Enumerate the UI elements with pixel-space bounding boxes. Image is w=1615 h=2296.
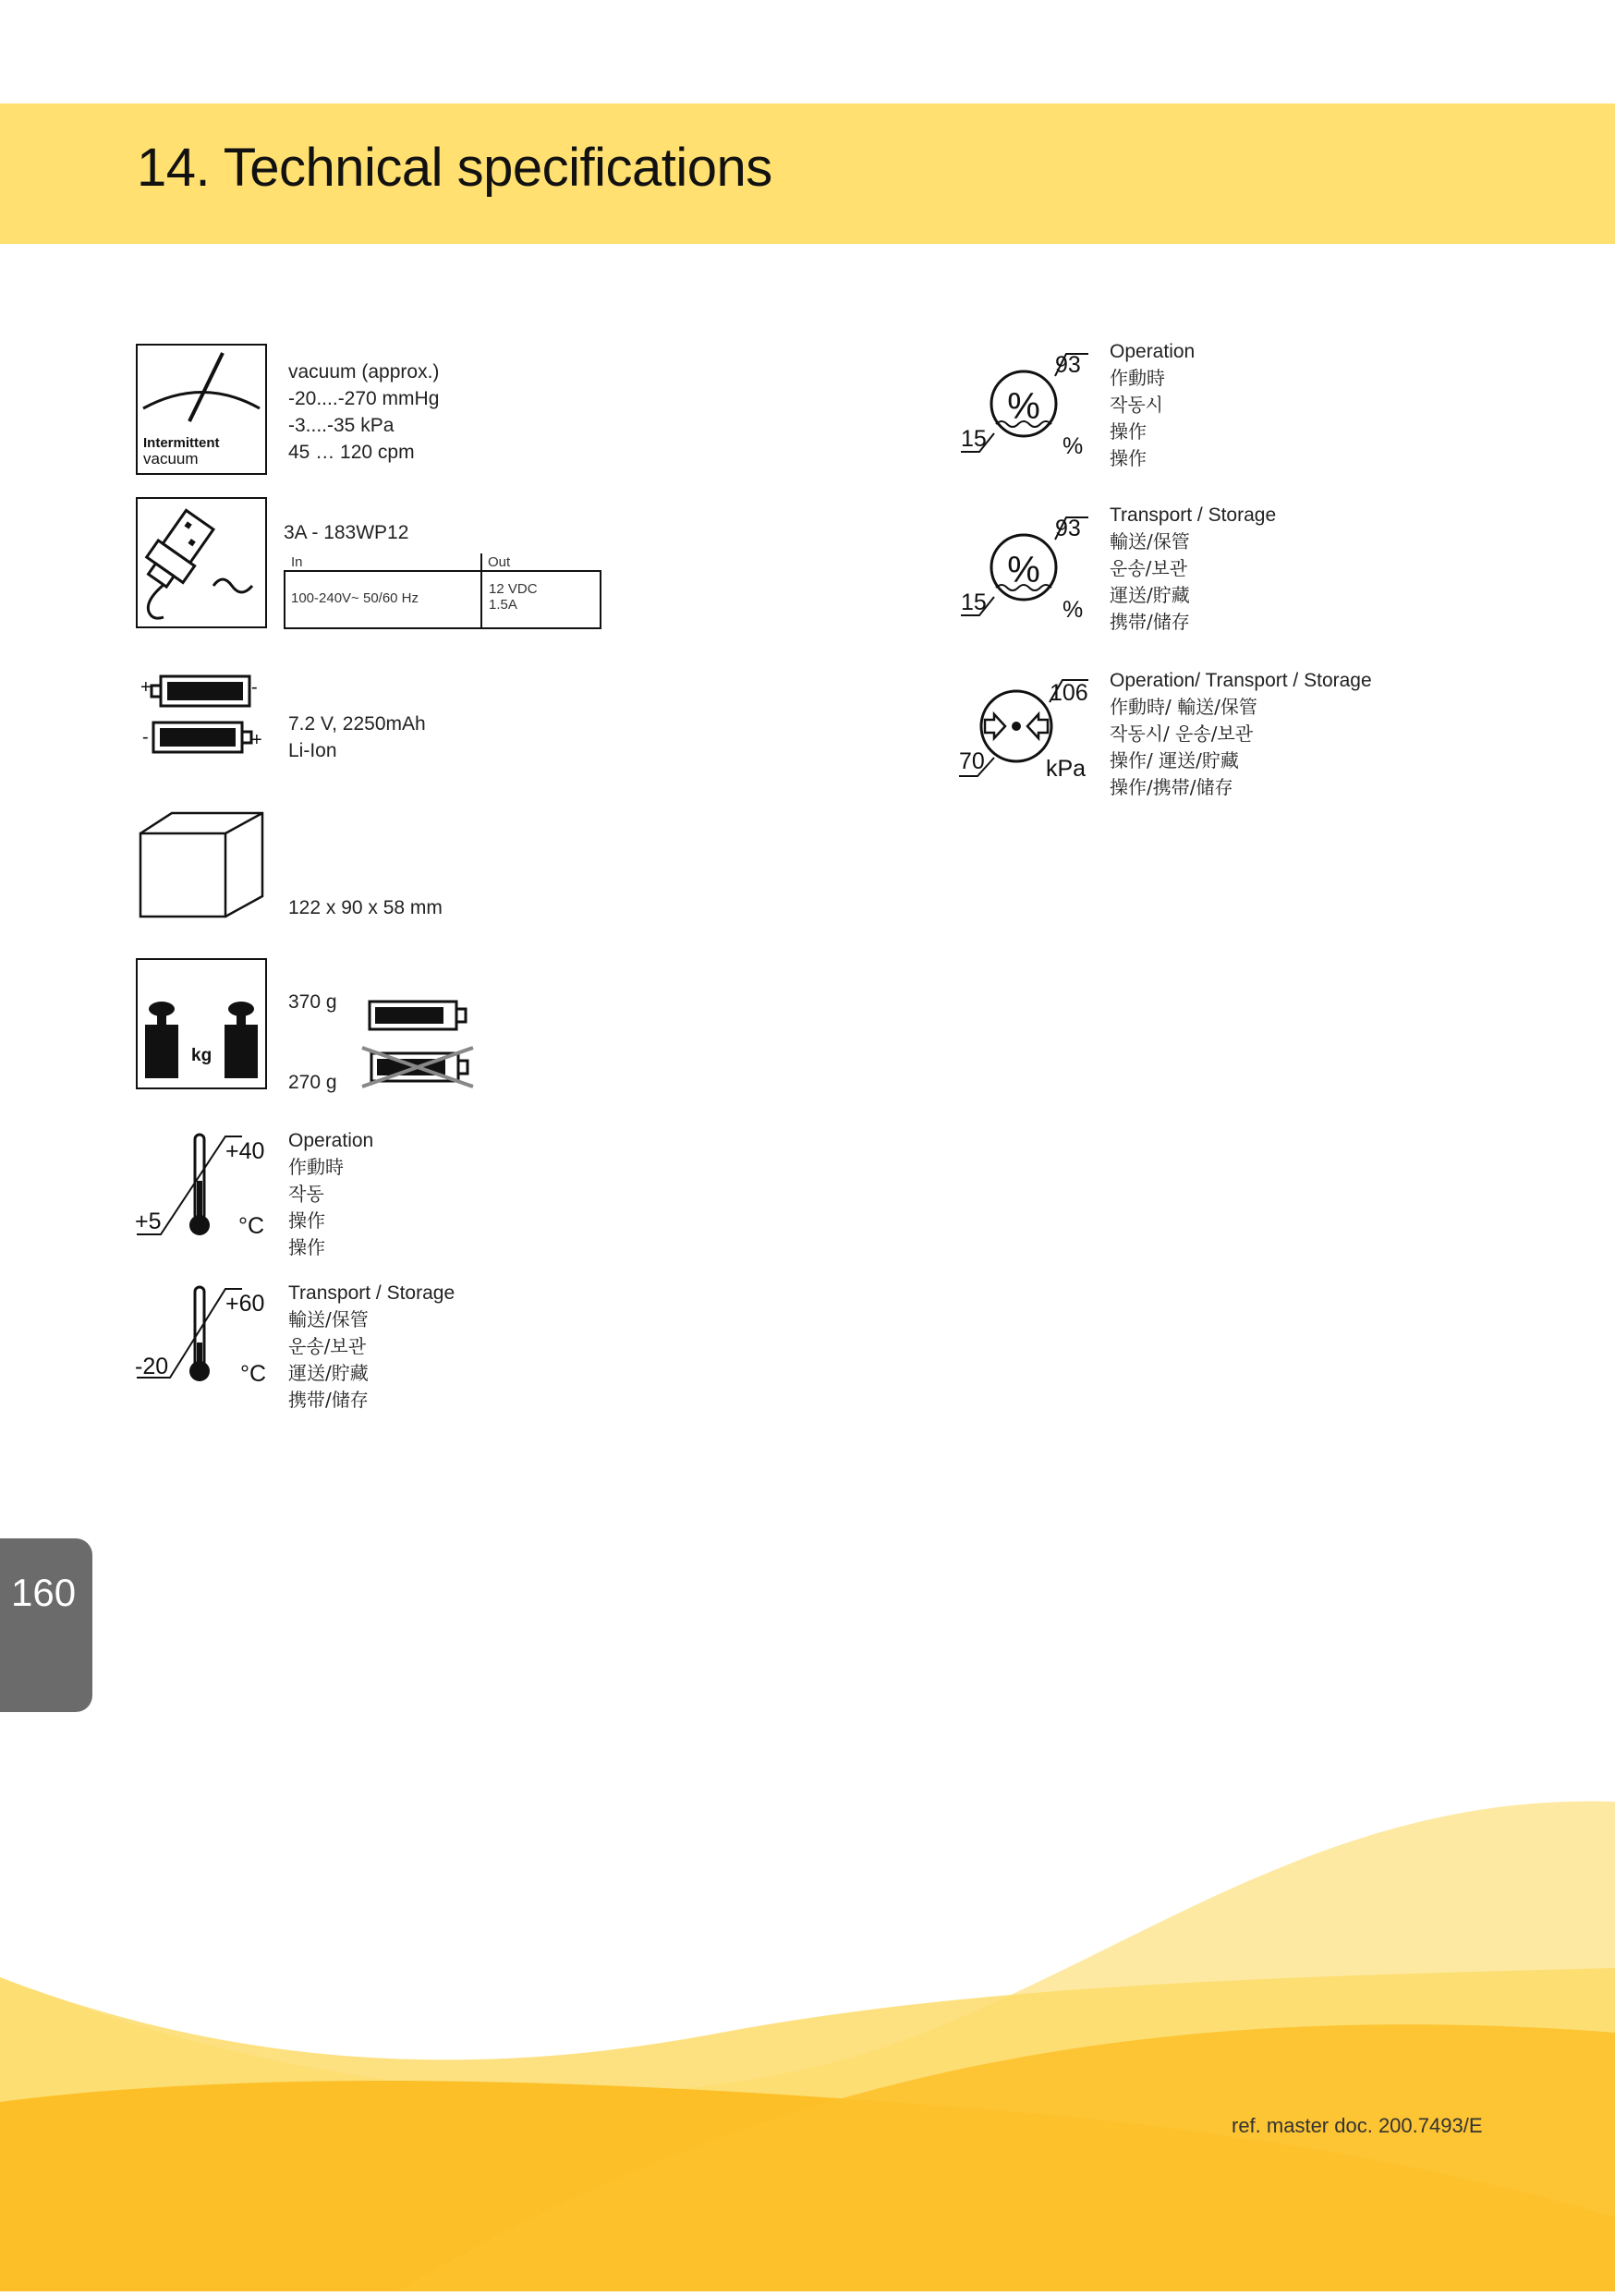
humidity-st-high: 93 [1055, 516, 1081, 541]
adapter-model: 3A - 183WP12 [284, 522, 409, 543]
temp-op-line: 작동 [288, 1183, 324, 1205]
dimensions-text: 122 x 90 x 58 mm [288, 897, 443, 918]
humidity-storage-labels [1110, 502, 1276, 636]
battery-minus-sign-2: - [142, 727, 149, 747]
page-number-tab [0, 1538, 92, 1712]
temp-st-line: 운송/보관 [288, 1335, 367, 1357]
humidity-storage-icon [959, 508, 1098, 628]
battery-line: 7.2 V, 2250mAh [288, 713, 426, 735]
battery-minus-sign: - [251, 677, 258, 698]
temp-op-unit: °C [238, 1213, 265, 1239]
adapter-out-voltage: 12 VDC [489, 581, 538, 597]
temp-st-high: +60 [225, 1291, 265, 1317]
adapter-table-divider [480, 553, 482, 627]
footer-waves [0, 1755, 1615, 2296]
temp-op-line: 作動時 [288, 1156, 344, 1178]
humidity-op-line: 操作 [1110, 447, 1147, 469]
pressure-line: 操作/携帯/储存 [1110, 776, 1233, 798]
humidity-op-line: 操作 [1110, 420, 1147, 443]
pressure-low: 70 [959, 748, 985, 774]
weight-icon-label: kg [191, 1046, 212, 1065]
adapter-in-header: In [291, 554, 303, 570]
humidity-op-line: 작동시 [1110, 394, 1163, 416]
temp-st-low: -20 [135, 1354, 169, 1379]
adapter-out-current: 1.5A [489, 597, 517, 613]
humidity-st-line: 携帯/储存 [1110, 611, 1190, 633]
vacuum-line: 45 … 120 cpm [288, 442, 415, 463]
humidity-st-line: 運送/貯藏 [1110, 584, 1190, 606]
battery-plus-sign-2: + [251, 730, 262, 750]
temp-op-line: 操作 [288, 1209, 325, 1232]
adapter-out-header: Out [488, 554, 511, 570]
temp-st-line: 輸送/保管 [288, 1308, 369, 1330]
vacuum-line: vacuum (approx.) [288, 361, 440, 383]
pressure-line: 作動時/ 輸送/保管 [1110, 696, 1257, 718]
temp-op-line: Operation [288, 1130, 374, 1151]
battery-plus-sign: + [140, 677, 152, 698]
temp-storage-labels [288, 1280, 455, 1414]
humidity-operation-labels [1110, 338, 1195, 472]
adapter-in-value: 100-240V~ 50/60 Hz [291, 590, 419, 606]
adapter-out-value [489, 581, 538, 613]
humidity-st-line: 輸送/保管 [1110, 530, 1190, 553]
humidity-op-unit: % [1062, 433, 1084, 459]
humidity-op-low: 15 [961, 426, 987, 452]
thermometer-storage-icon [135, 1278, 273, 1398]
thermometer-operation-icon [135, 1125, 273, 1245]
power-adapter-icon [136, 497, 267, 628]
adapter-table [284, 553, 600, 627]
battery-excluded-icon [358, 1044, 479, 1090]
battery-specs [288, 711, 426, 764]
pressure-labels [1110, 667, 1372, 801]
battery-line: Li-Ion [288, 740, 337, 761]
battery-included-icon [368, 998, 469, 1035]
pressure-high: 106 [1050, 680, 1088, 706]
page-number: 160 [11, 1571, 77, 1614]
temp-op-low: +5 [135, 1209, 162, 1234]
battery-icon [139, 671, 268, 756]
humidity-op-high: 93 [1055, 352, 1081, 378]
weight-with-battery: 370 g [288, 991, 337, 1013]
pressure-line: 작동시/ 운송/보관 [1110, 723, 1254, 745]
pressure-icon [957, 673, 1096, 793]
temp-op-high: +40 [225, 1138, 265, 1164]
vacuum-gauge-icon [136, 344, 267, 475]
vacuum-line: -20....-270 mmHg [288, 388, 440, 409]
vacuum-specs [288, 358, 439, 466]
humidity-operation-icon [959, 345, 1098, 465]
vacuum-icon-label-2: vacuum [143, 450, 199, 468]
page-title: 14. Technical specifications [137, 138, 772, 198]
temp-st-line: 携带/储存 [288, 1389, 369, 1411]
reference-document: ref. master doc. 200.7493/E [1232, 2114, 1483, 2137]
humidity-st-unit: % [1062, 597, 1084, 623]
dimensions-box-icon [139, 811, 268, 920]
weight-without-battery: 270 g [288, 1072, 337, 1093]
vacuum-icon-label-1: Intermittent [143, 435, 220, 451]
pressure-line: Operation/ Transport / Storage [1110, 670, 1372, 691]
weight-icon [136, 958, 267, 1089]
temp-st-unit: °C [240, 1361, 267, 1387]
temp-op-line: 操作 [288, 1236, 325, 1258]
pressure-line: 操作/ 運送/貯藏 [1110, 749, 1239, 771]
pressure-unit: kPa [1046, 756, 1087, 782]
humidity-op-symbol: % [1007, 386, 1040, 427]
humidity-st-low: 15 [961, 589, 987, 615]
humidity-st-symbol: % [1007, 550, 1040, 590]
humidity-op-line: Operation [1110, 341, 1196, 362]
temp-st-line: 運送/貯藏 [288, 1362, 369, 1384]
vacuum-line: -3....-35 kPa [288, 415, 395, 436]
humidity-op-line: 作動時 [1110, 367, 1165, 389]
humidity-st-line: Transport / Storage [1110, 504, 1277, 526]
temp-st-line: Transport / Storage [288, 1282, 455, 1304]
humidity-st-line: 운송/보관 [1110, 557, 1188, 579]
temp-operation-labels [288, 1127, 373, 1261]
